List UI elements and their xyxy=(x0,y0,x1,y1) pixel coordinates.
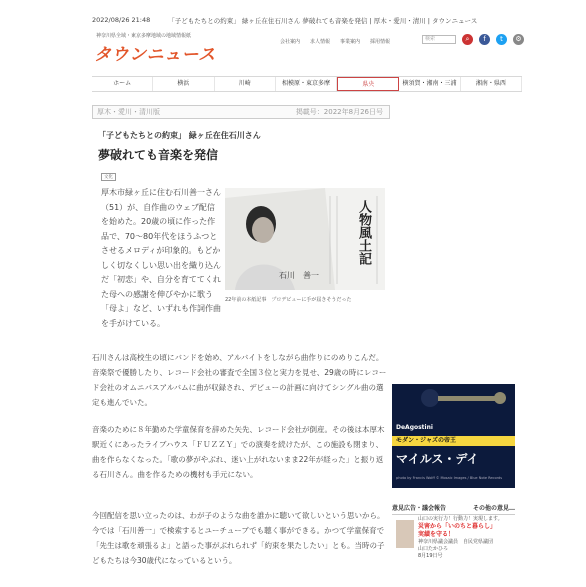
avatar xyxy=(396,520,414,548)
header-link-recruit[interactable]: 採用情報 xyxy=(370,39,391,45)
opinion-more-link[interactable]: その他の意見… xyxy=(472,505,515,512)
facebook-icon[interactable]: f xyxy=(479,34,490,45)
issue-date: 掲載号：2022年8月26日号 xyxy=(295,108,383,116)
print-page-title: 「子どもたちとの約束」 緑ヶ丘在住石川さん 夢破れても音楽を発信 | 厚木・愛川・清川 | タウンニュース xyxy=(168,17,478,25)
opinion-line: 山口たかひろ xyxy=(418,546,449,552)
site-tagline: 神奈川県全域・東京多摩地域の地域情報紙 xyxy=(96,33,192,39)
ad-brand: DeAgostini xyxy=(396,424,433,431)
photo-headline: 人物風土記 xyxy=(356,200,371,265)
opinion-line: 実績を守る！ xyxy=(418,531,455,538)
photo-name: 石川 善一 xyxy=(279,271,319,280)
print-header xyxy=(92,16,512,25)
opinion-line: 8月19日号 xyxy=(418,553,443,559)
main-nav xyxy=(92,76,522,92)
nav-item-home[interactable]: ホーム xyxy=(92,77,153,91)
article-subtitle: 「子どもたちとの約束」 緑ヶ丘在住石川さん xyxy=(98,131,261,140)
header-link-company[interactable]: 会社案内 xyxy=(280,39,301,45)
nav-item-kenou[interactable]: 県央 xyxy=(337,77,399,91)
opinion-heading-label: 意見広告・議会報告 xyxy=(392,505,447,512)
nav-item-yokosuka[interactable]: 横須賀・湘南・三浦 xyxy=(399,77,460,91)
header-search xyxy=(422,34,524,45)
opinion-line: 災害から「いのちと暮らし」 xyxy=(418,523,497,530)
nav-item-yokohama[interactable]: 横浜 xyxy=(153,77,214,91)
area-bar xyxy=(92,105,390,119)
category-badge[interactable]: 文化 xyxy=(101,173,116,181)
gear-icon[interactable]: ⚙ xyxy=(513,34,524,45)
trumpet-player-image xyxy=(392,384,515,424)
article-lead: 厚木市緑ヶ丘に住む石川善一さん（51）が、自作曲のウェブ配信を始めた。20歳の頃に作った作品で、70〜80年代をほうふつとさせるメロディが印象的。もどかしく切なくしい思い出を織り込んだ「初恋」や、自分を育ててくれた母への感謝を伸びやかに歌う「母よ」など、いずれも作詞作曲を手がけている。 xyxy=(101,188,221,328)
nav-item-kawasaki[interactable]: 川崎 xyxy=(215,77,276,91)
opinion-line: 山口の実行力！行動力！実現します。 xyxy=(418,516,503,522)
ad-banner[interactable] xyxy=(392,384,515,488)
header-links xyxy=(280,38,390,45)
print-date: 2022/08/26 21:48 xyxy=(92,16,151,24)
search-icon[interactable]: ⌕ xyxy=(462,34,473,45)
header-link-business[interactable]: 事業案内 xyxy=(340,39,361,45)
article-paragraph: 音楽のために８年勤めた学童保育を辞めた矢先、レコード会社が倒産。その後は本厚木駅近くにあったライブハウス「ＦＵＺＺＹ」での演奏を続けたが、この施設も閉まり、曲を作らなくなった。「歌の夢がやぶれ、迷い上がれないまま22年が経った」と振り返る石川さん。曲を作るための機材も手元にない。 xyxy=(92,425,385,479)
header-link-jobs[interactable]: 求人情報 xyxy=(310,39,331,45)
article-paragraph: 今回配信を思い立ったのは、わが子のような曲を誰かに聴いて欲しいという思いから。今では「石川善一」で検索するとユーチューブでも聴く事ができる。かつて学童保育で「先生は歌を頑張るよ」と語った事がぶれられず「約束を果たしたい」とも。当時の子どもたちは今30歳代になっているという。 xyxy=(92,511,385,565)
twitter-icon[interactable]: t xyxy=(496,34,507,45)
opinion-card[interactable] xyxy=(392,516,515,572)
photo-caption: 22年前の本紙記事 プロデビューに手が届きそうだった xyxy=(225,297,352,303)
opinion-line: 神奈川県議会議員 自民党県議団 xyxy=(418,539,494,545)
site-header xyxy=(92,30,522,70)
search-input[interactable]: 検索 xyxy=(422,35,456,44)
nav-item-sagamihara[interactable]: 相模原・東京多摩 xyxy=(276,77,337,91)
article-title: 夢破れても音楽を発信 xyxy=(98,148,219,162)
nav-item-shonan[interactable]: 湘南・県西 xyxy=(461,77,522,91)
ad-title: マイルス・デイ xyxy=(396,452,479,466)
ad-strip: モダン・ジャズの帝王 xyxy=(392,436,515,446)
ad-credit: photo by Francis Wolff © Mosaic Images / Blue Note Records xyxy=(396,476,503,480)
opinion-heading xyxy=(392,503,515,515)
area-label[interactable]: 厚木・愛川・清川版 xyxy=(97,108,160,116)
article-photo xyxy=(225,188,385,290)
opinion-text xyxy=(418,516,514,560)
article-paragraph: 石川さんは高校生の頃にバンドを始め、アルバイトをしながら曲作りにのめりこんだ。音楽祭で優勝したり、レコード会社の審査で全国３位と実力を見せ、29歳の時にレコード会社のオムニバスアルバムに曲が収録され、デビューの計画に向けてシングル曲の選定も進んでいた。 xyxy=(92,353,387,407)
site-logo[interactable]: タウンニュース xyxy=(94,45,216,65)
